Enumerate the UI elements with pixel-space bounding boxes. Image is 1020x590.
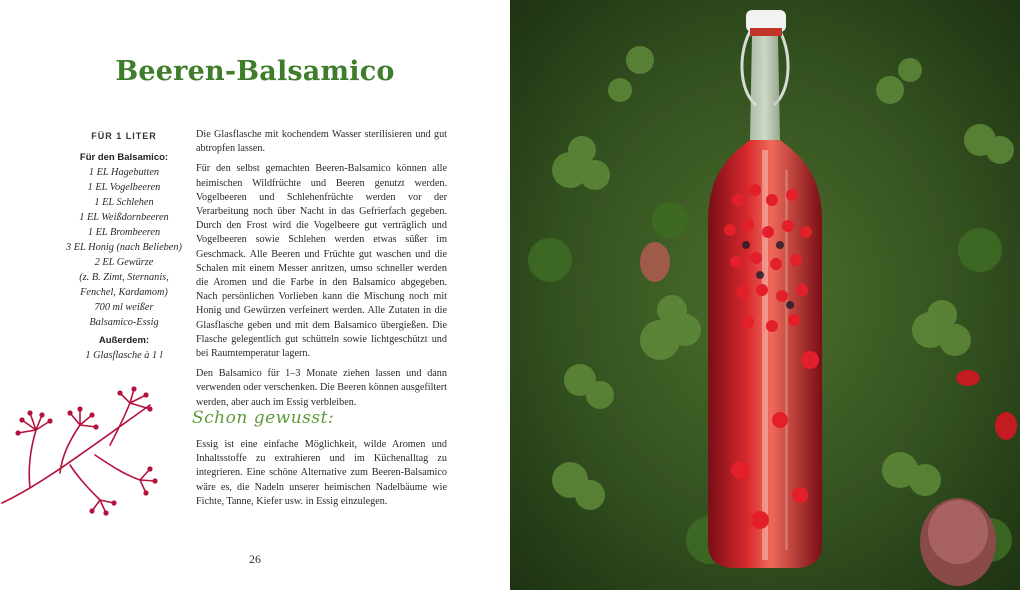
ingredient-item: 700 ml weißer [94, 302, 154, 313]
balsamico-bottle-photo [510, 0, 1020, 590]
extra-item: 1 Glasflasche à 1 l [85, 350, 163, 361]
instruction-paragraph: Für den selbst gemachten Beeren-Balsamico können alle heimischen Wildfrüchte und Beeren genutzt werden. Vogelbeeren und Schlehenfrüchte werden vor der Verarbeitung noch über Nacht in das Gefrierfach gegeben. Durch den Frost wird die Vogelbeere gut verträglich und Vogelbeeren sowie Schlehen werden etwas süßer im Geschmack. Alle Beeren und Früchte gut waschen und die Schalen mit einem Messer anritzen, umso schneller werden die Aromen und die Farbe in den Balsamico abgegeben. Nach persönlichen Vorlieben kann die Mischung noch mit Honig und Gewürzen verfeinert werden. Alle Zutaten in die Glasflasche geben und mit dem Balsamico übergießen. Die Flasche gelegentlich gut schütteln sowie lichtgeschützt und bei Raumtemperatur lagern. [196, 163, 447, 360]
page-number: 26 [249, 552, 261, 566]
recipe-title: Beeren-Balsamico [115, 56, 395, 87]
ingredient-item: Balsamico-Essig [89, 317, 159, 328]
instruction-paragraph: Die Glasflasche mit kochendem Wasser sterilisieren und gut abtropfen lassen. [196, 129, 447, 155]
ingredient-item: 2 EL Gewürze [94, 257, 154, 268]
ingredient-item: Fenchel, Kardamom) [80, 287, 168, 298]
ingredient-item: 1 EL Hagebutten [88, 167, 160, 178]
ingredient-item: 1 EL Weißdornbeeren [79, 212, 169, 223]
ingredients-heading: Für den Balsamico: [79, 152, 169, 163]
berry-sprig-icon [0, 385, 165, 520]
yield-label: FÜR 1 LITER [91, 131, 157, 141]
ingredient-item: 1 EL Brombeeren [87, 227, 161, 238]
ingredient-item: (z. B. Zimt, Sternanis, [79, 272, 169, 283]
ingredients-sidebar [60, 129, 188, 363]
ingredient-item: 3 EL Honig (nach Belieben) [66, 242, 182, 253]
instruction-paragraph: Den Balsamico für 1–3 Monate ziehen lassen und dann verwenden oder verschenken. Die Beeren können ausgefiltert werden, aber auch im Essig verbleiben. [196, 368, 447, 408]
right-page [510, 0, 1020, 590]
extra-heading: Außerdem: [98, 335, 150, 346]
tip-text: Essig ist eine einfache Möglichkeit, wilde Aromen und Inhaltsstoffe zu extrahieren und im Küchenalltag zu integrieren. Eine schöne Alternative zum Beeren-Balsamico wäre es, die Nadeln unserer heimischen Nadelbäume wie Fichte, Tanne, Kiefer usw. in Essig einzulegen. [196, 439, 447, 507]
ingredient-item: 1 EL Schlehen [94, 197, 154, 208]
ingredient-item: 1 EL Vogelbeeren [87, 182, 161, 193]
tip-title: Schon gewusst: [192, 408, 335, 428]
instructions [196, 128, 447, 416]
